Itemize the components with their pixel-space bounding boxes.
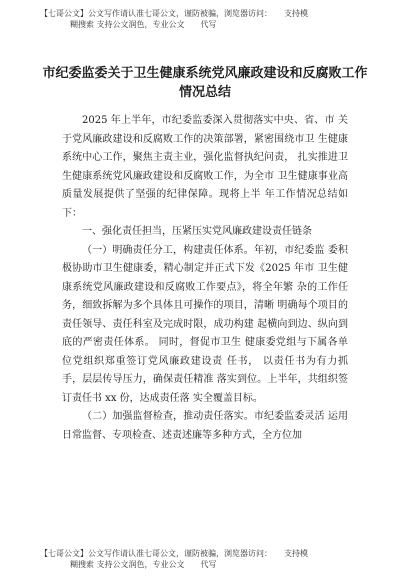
title-line-1: 市纪委监委关于卫生健康系统党风廉政建设和反腐败工作 [42, 66, 368, 81]
footer-line-2: 糊搜索 支持公文润色，专业公文 代写 [70, 560, 217, 569]
paragraph-item-2: （二）加强监督检查，推动责任落实。市纪委监委灵活 运用日常监督、专项检查、述责述廉等多种方式，全方位加 [62, 411, 348, 441]
footer-line-1: 【七哥公文】公文写作请认准七哥公文，谨防被骗，浏览器访问： 支持模 [40, 549, 308, 558]
paragraph-item-1: （一）明确责任分工，构建责任体系。年初，市纪委监 委积极协助市卫生健康委，精心制定并正式下发《2025 年市 卫生健康系统党风廉政建设和反腐败工作要点》，将全年繁 杂的工作任务，细致拆解为多个具体且可操作的项目，清晰 明确每个项目的责任领导、责任科室及完成时限，成功构建 起横向到边、纵向到底的严密责任体系。 同时，督促市卫生 健康委党组与下属各单位党组织郑重签订党风廉政建设责 任书， 以责任书为有力抓手，层层传导压力，确保责任精准 落实到位。上半年，共组织签订责任书 xx 份，达成责任落 实全覆盖目标。 [62, 244, 348, 404]
header-line-1: 【七哥公文】公文写作请认准七哥公文，谨防被骗，浏览器访问： 支持模 [40, 9, 308, 18]
header-line-2: 糊搜索 支持公文润色，专业公文 代写 [70, 20, 217, 29]
paragraph-intro: 2025 年上半年，市纪委监委深入贯彻落实中央、省、市 关于党风廉政建设和反腐败工作的决策部署，紧密围绕市卫 生健康系统中心工作，聚焦主责主业，强化监督执纪问责， 扎实推进卫生健康系统党风廉政建设和反腐败工作，为全市 卫生健康事业高质量发展提供了坚强的纪律保障。现将上半 年工作情况总结如下： [62, 115, 348, 219]
page-footer [40, 548, 370, 570]
page-header [40, 8, 370, 30]
document-body [62, 112, 348, 445]
title-line-2: 情况总结 [178, 85, 231, 100]
document-title [40, 64, 370, 102]
section-heading-1: 一、强化责任担当，压紧压实党风廉政建设责任链条 [82, 226, 312, 237]
